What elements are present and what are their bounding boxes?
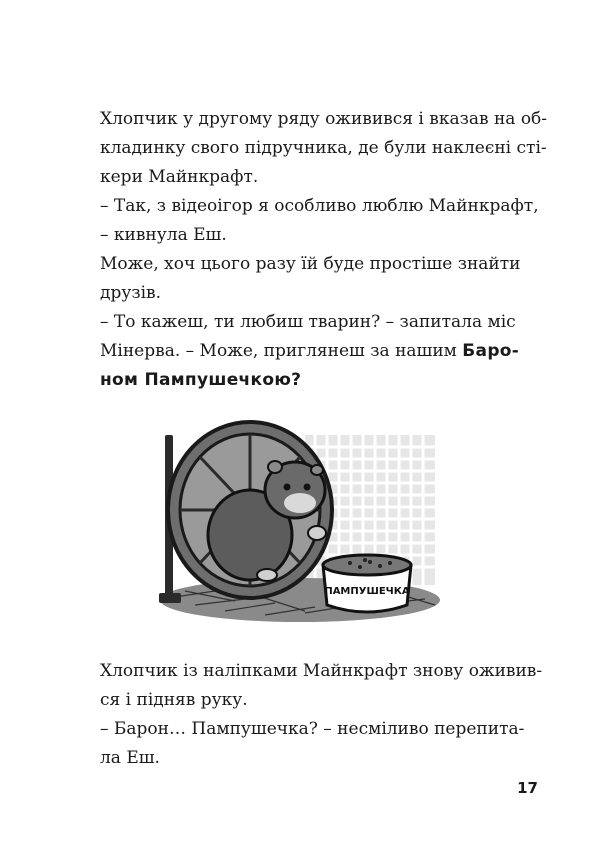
paragraph-5 (100, 657, 543, 715)
pet-name-bold: Баро- (462, 341, 520, 361)
text-line: друзів. (100, 283, 162, 303)
text-line: Хлопчик у другому ряду оживився і вказав на об- (100, 109, 548, 129)
text-line: – Барон… Пампушечка? – несміливо перепита- (100, 719, 525, 739)
text-line: ла Еш. (100, 748, 160, 768)
pet-name-bold: ном Пампушечкою? (100, 370, 302, 390)
paragraph-4 (100, 308, 520, 395)
text-line: Може, хоч цього разу їй буде простіше знайти (100, 254, 521, 274)
text-block-top (100, 105, 548, 395)
paragraph-1 (100, 105, 548, 192)
text-line: – То кажеш, ти любиш тварин? – запитала міс (100, 312, 516, 332)
page-number: 17 (517, 779, 538, 797)
text-line (100, 337, 520, 366)
text-fragment: Мінерва. – Може, приглянеш за нашим (100, 341, 463, 361)
text-line: кладинку свого підручника, де були наклеєні сті- (100, 138, 547, 158)
text-line: кери Майнкрафт. (100, 167, 259, 187)
bowl-label: ПАМПУШЕЧКА (324, 586, 410, 597)
paragraph-6 (100, 715, 525, 773)
text-line: – кивнула Еш. (100, 225, 227, 245)
paragraph-3 (100, 250, 521, 308)
text-line: Хлопчик із наліпками Майнкрафт знову оживив- (100, 661, 543, 681)
text-line: ся і підняв руку. (100, 690, 248, 710)
paragraph-2 (100, 192, 539, 250)
text-line: – Так, з відеоігор я особливо люблю Майнкрафт, (100, 196, 539, 216)
text-block-bottom (100, 657, 543, 773)
food-bowl (323, 555, 411, 612)
hamster-illustration (155, 415, 445, 640)
